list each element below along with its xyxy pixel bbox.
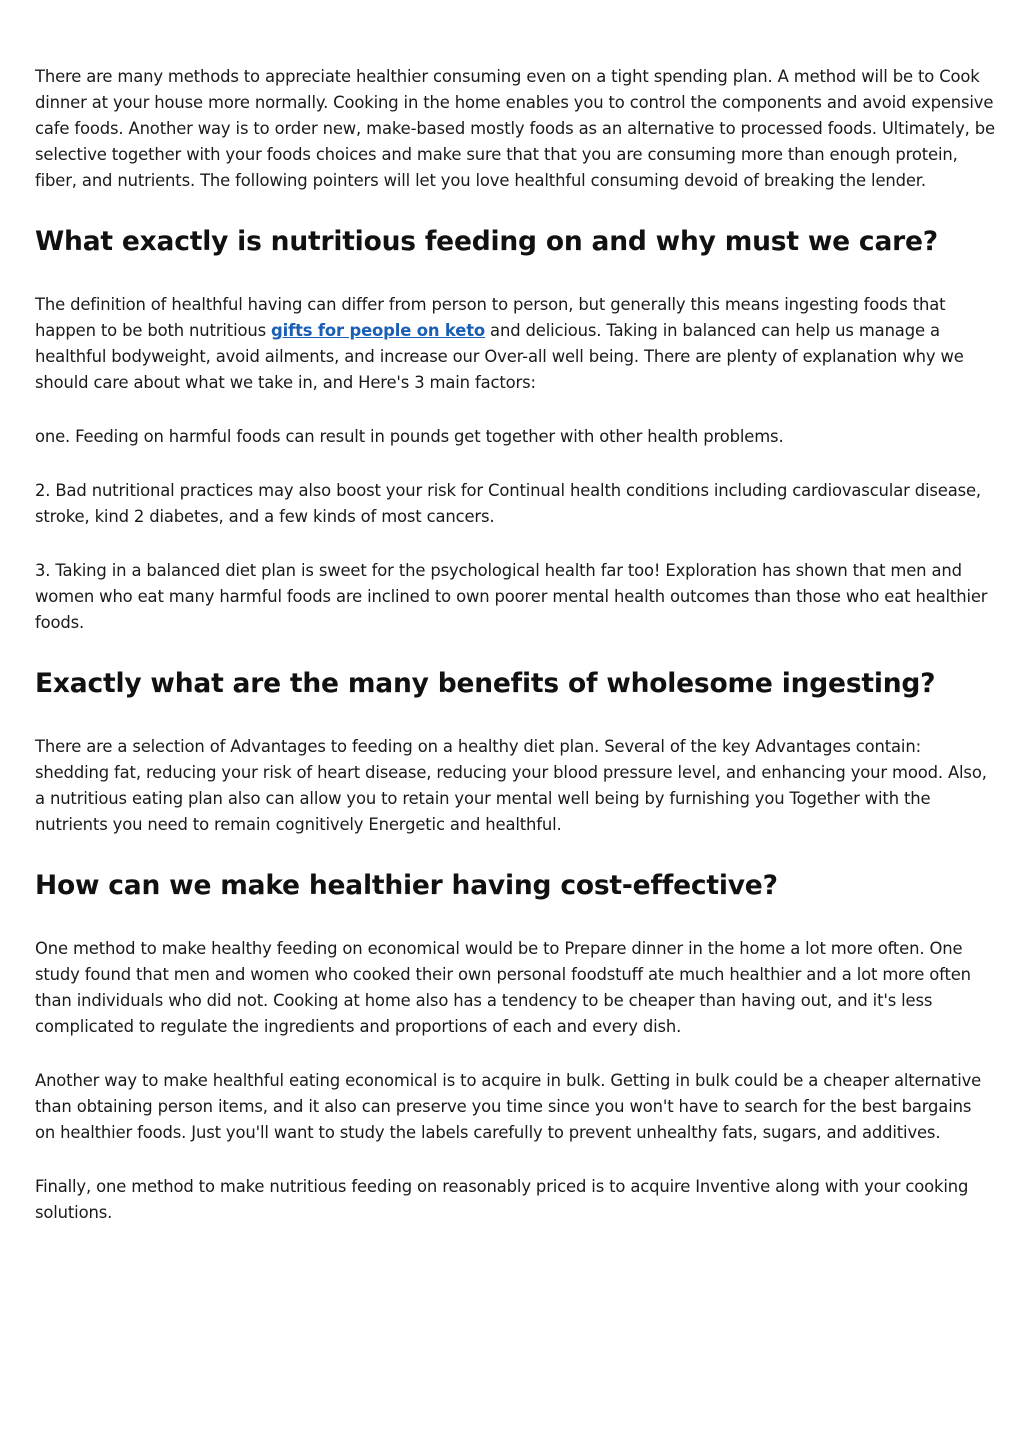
section-heading-benefits: Exactly what are the many benefits of wholesome ingesting? [35,668,936,699]
section-heading-cost-effective: How can we make healthier having cost-effective? [35,870,778,901]
definition-text-before-link: The definition of healthful having can differ from person to person, but generally this means ingesting foods that happen to be both nutritious [35,295,946,340]
get-creative-paragraph: Finally, one method to make nutritious feeding on reasonably priced is to acquire Inventive along with your cooking solutions. [35,1177,969,1222]
factor-one-paragraph: one. Feeding on harmful foods can result in pounds get together with other health problems. [35,427,784,446]
factor-two-paragraph: 2. Bad nutritional practices may also boost your risk for Continual health conditions including cardiovascular disease, stroke, kind 2 diabetes, and a few kinds of most cancers. [35,481,981,526]
definition-text-after-link: and delicious. Taking in balanced can help us manage a healthful bodyweight, avoid ailments, and increase our Over-all well being. There are plenty of explanation why we should care about what we take in, and Here's 3 main factors: [35,321,964,392]
benefits-paragraph: There are a selection of Advantages to feeding on a healthy diet plan. Several of the key Advantages contain: shedding fat, reducing your risk of heart disease, reducing your blood pressure level, and enhancing your mood. Also, a nutritious eating plan also can allow you to retain your mental well being by furnishing you Together with the nutrients you need to remain cognitively Energetic and healthful. [35,737,987,834]
document-page [35,64,995,1254]
definition-paragraph [35,292,995,396]
factor-three-paragraph: 3. Taking in a balanced diet plan is sweet for the psychological health far too! Exploration has shown that men and women who eat many harmful foods are inclined to own poorer mental health outcomes than those who eat healthier foods. [35,561,988,632]
buy-in-bulk-paragraph: Another way to make healthful eating economical is to acquire in bulk. Getting in bulk could be a cheaper alternative than obtaining person items, and it also can preserve you time since you won't have to search for the best bargains on healthier foods. Just you'll want to study the labels carefully to prevent unhealthy fats, sugars, and additives. [35,1071,982,1142]
section-heading-nutritious-eating: What exactly is nutritious feeding on and why must we care? [35,226,938,257]
intro-paragraph: There are many methods to appreciate healthier consuming even on a tight spending plan. A method will be to Cook dinner at your house more normally. Cooking in the home enables you to control the components and avoid expensive cafe foods. Another way is to order new, make-based mostly foods as an alternative to processed foods. Ultimately, be selective together with your foods choices and make sure that that you are consuming more than enough protein, fiber, and nutrients. The following pointers will let you love healthful consuming devoid of breaking the lender. [35,67,995,190]
cook-at-home-paragraph: One method to make healthy feeding on economical would be to Prepare dinner in the home a lot more often. One study found that men and women who cooked their own personal foodstuff ate much healthier and a lot more often than individuals who did not. Cooking at home also has a tendency to be cheaper than having out, and it's less complicated to regulate the ingredients and proportions of each and every dish. [35,939,971,1036]
keto-gifts-link[interactable]: gifts for people on keto [271,321,485,340]
